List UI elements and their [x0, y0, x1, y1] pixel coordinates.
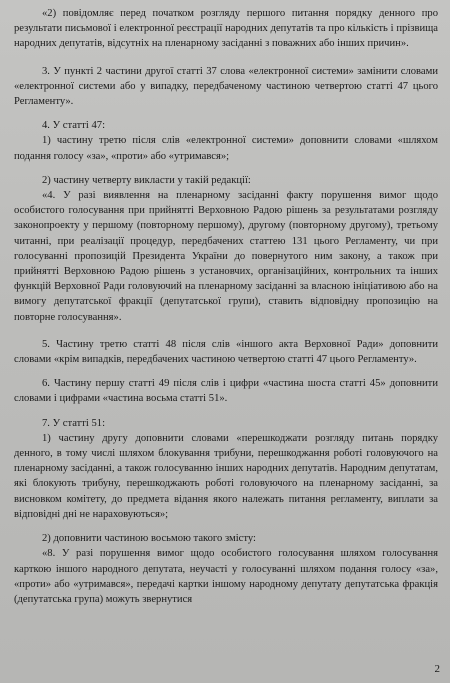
page-number: 2 — [434, 663, 440, 675]
paragraph-item-6: 6. Частину першу статті 49 після слів і цифри «частина шоста статті 45» доповнити словами і цифрами «частина восьма статті 51». — [14, 378, 438, 405]
paragraph-art-clause-2: «2) повідомляє перед початком розгляду першого питання порядку денного про результати письмової і електронної реєстрації народних депутатів та про кількість і прізвища народних депутатів, відсутніх на пленарному засіданні з поважних або інших причин». — [14, 8, 438, 50]
paragraph-item-4-sub-1: 1) частину третю після слів «електронної системи» доповнити словами «шляхом подання голосу «за», «проти» або «утримався»; — [14, 135, 438, 162]
paragraph-item-7-sub-2: 2) доповнити частиною восьмою такого змісту: — [42, 533, 256, 545]
paragraph-item-7-sub-1: 1) частину другу доповнити словами «перешкоджати розгляду питань порядку денного, в тому числі шляхом блокування трибуни, перешкоджання роботі головуючого на пленарному засіданні, а також голосуванню інших народних депутатів. Народним депутатам, які блокують трибуну, перешкоджають роботі головуючого на пленарному засіданні, за висновком комітету, до предмета відання якого належать питання регламенту, виплати за відповідні дні не нараховуються»; — [14, 432, 438, 520]
paragraph-item-4-sub-2: 2) частину четверту викласти у такій редакції: — [42, 174, 251, 186]
paragraph-part-8-text: «8. У разі порушення вимог щодо особистого голосування шляхом голосування карткою іншого народного депутата, неучасті у голосуванні шляхом подання голосу «за», «проти» або «утримався», передачі картки іншому народному депутату депутатська фракція (депутатська група) можуть звернутися — [14, 548, 438, 605]
paragraph-part-4-text: «4. У разі виявлення на пленарному засіданні факту порушення вимог щодо особистого голосування при прийнятті Верховною Радою рішень за результатами розгляду законопроекту у першому (повторному першому), другому (повторному другому), третьому читанні, при реалізації процедур, передбачених статтею 131 цього Регламенту, чи при голосуванні пропозицій Президента України до повернутого ним закону, а також при прийнятті Верховною Радою рішень з установчих, організаційних, контрольних та інших функцій Верховної Ради головуючий на пленарному засіданні за власною ініціативою або на вимогу депутатської фракції (депутатської групи), ставить відповідну пропозицію на повторне голосування». — [14, 190, 438, 323]
document-body — [14, 6, 438, 607]
paragraph-item-3: 3. У пункті 2 частини другої статті 37 слова «електронної системи» замінити словами «електронної системи або у випадку, передбаченому частиною четвертою статті 47 цього Регламенту». — [14, 65, 438, 108]
paragraph-item-4-heading: 4. У статті 47: — [42, 120, 106, 132]
paragraph-item-7-heading: 7. У статті 51: — [42, 417, 106, 429]
paragraph-item-5: 5. Частину третю статті 48 після слів «іншого акта Верховної Ради» доповнити словами «крім випадків, передбачених частиною четвертою статті 47 цього Регламенту». — [14, 338, 438, 366]
